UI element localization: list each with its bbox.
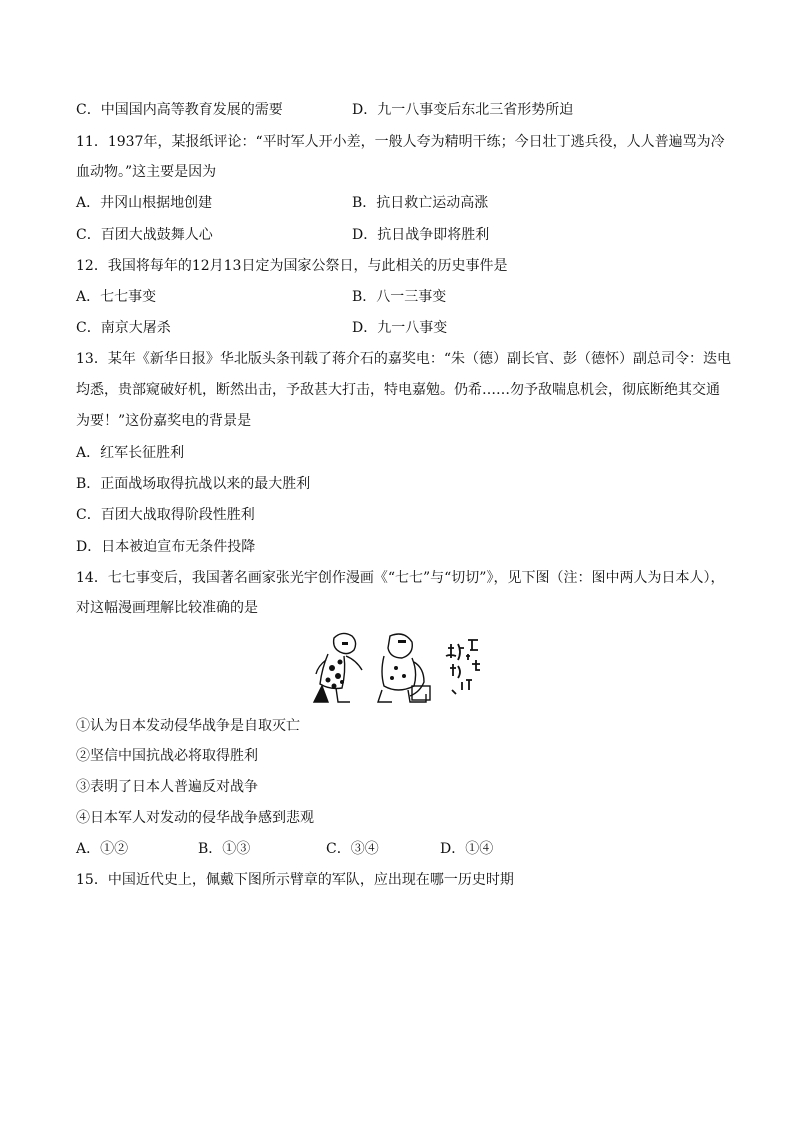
- q13-stem-line-1: 13．某年《新华日报》华北版头条刊载了蒋介石的嘉奖电：“朱（德）副长官、彭（德怀）副总司令：迭电: [76, 351, 731, 367]
- q10-option-c: C．中国国内高等教育发展的需要: [76, 102, 283, 118]
- q12-option-a: A．七七事变: [76, 289, 157, 305]
- q14-statement-3: ③表明了日本人普遍反对战争: [76, 779, 258, 795]
- q14-option-c: C．③④: [326, 841, 379, 857]
- q12-option-b: B．八一三事变: [352, 289, 447, 305]
- q11-option-c: C．百团大战鼓舞人心: [76, 227, 213, 243]
- q12-option-d: D．九一八事变: [352, 320, 448, 336]
- q13-stem-line-2: 均悉，贵部窥破好机，断然出击，予敌甚大打击，特电嘉勉。仍希……勿予敌喘息机会，彻底断绝其交通: [76, 382, 720, 398]
- q13-option-c: C．百团大战取得阶段性胜利: [76, 507, 255, 523]
- q11-option-d: D．抗日战争即将胜利: [352, 227, 490, 243]
- q11-option-b: B．抗日救亡运动高涨: [352, 195, 489, 211]
- q14-option-b: B．①③: [198, 841, 251, 857]
- q14-stem-line-1: 14．七七事变后，我国著名画家张光宇创作漫画《“七七”与“切切”》，见下图（注：图中两人为日本人），: [76, 570, 725, 586]
- q15-stem: 15．中国近代史上，佩戴下图所示臂章的军队，应出现在哪一历史时期: [76, 872, 514, 888]
- q11-stem-line-2: 血动物。”这主要是因为: [76, 164, 217, 180]
- q14-statement-2: ②坚信中国抗战必将取得胜利: [76, 748, 258, 764]
- q12-stem: 12．我国将每年的12月13日定为国家公祭日，与此相关的历史事件是: [76, 258, 508, 274]
- q14-statement-4: ④日本军人对发动的侵华战争感到悲观: [76, 810, 314, 826]
- q12-option-c: C．南京大屠杀: [76, 320, 171, 336]
- q10-option-d: D．九一八事变后东北三省形势所迫: [352, 102, 574, 118]
- q14-stem-line-2: 对这幅漫画理解比较准确的是: [76, 600, 258, 616]
- q11-option-a: A．井冈山根据地创建: [76, 195, 213, 211]
- q14-option-a: A．①②: [76, 841, 129, 857]
- q11-stem-line-1: 11．1937年，某报纸评论：“平时军人开小差，一般人夸为精明干练；今日壮丁逃兵役，人人普遍骂为冷: [76, 134, 725, 150]
- q13-option-b: B．正面战场取得抗战以来的最大胜利: [76, 476, 311, 492]
- q14-statement-1: ①认为日本发动侵华战争是自取灭亡: [76, 718, 300, 734]
- q13-option-a: A．红军长征胜利: [76, 445, 185, 461]
- q13-option-d: D．日本被迫宣布无条件投降: [76, 539, 256, 555]
- q13-stem-line-3: 为要！”这份嘉奖电的背景是: [76, 413, 252, 429]
- cartoon-image: [312, 630, 490, 708]
- q14-option-d: D．①④: [440, 841, 494, 857]
